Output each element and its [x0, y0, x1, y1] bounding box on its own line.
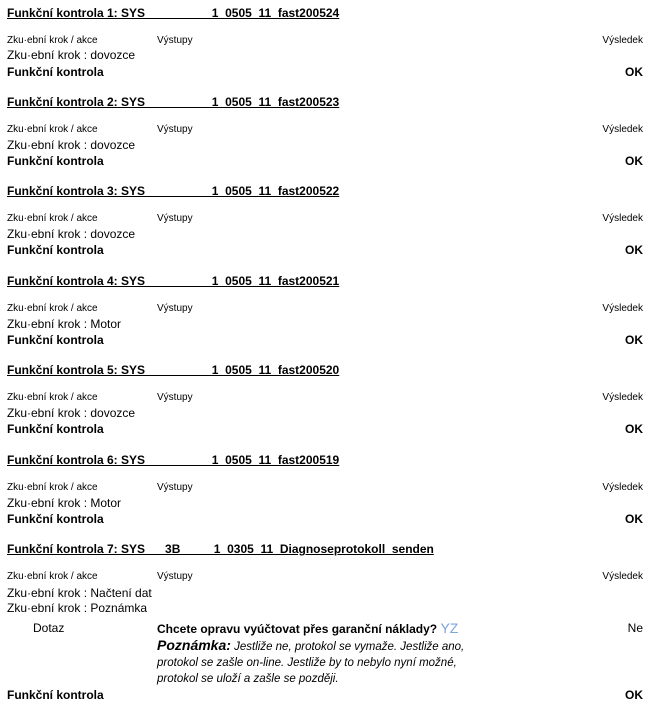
header-step: Zku·ební krok / akce — [7, 303, 98, 314]
step-line: Zku·ební krok : dovozce — [7, 48, 136, 62]
check-title: Funkční kontrola 2: SYS__________1_0505_11_fast200523 — [7, 95, 340, 109]
result-ok: OK — [625, 154, 643, 168]
header-result: Výsledek — [602, 35, 643, 46]
header-outputs: Výstupy — [157, 124, 193, 135]
check-footer: Funkční kontrola — [7, 65, 104, 79]
query-answer: Ne — [627, 621, 643, 635]
result-ok: OK — [625, 65, 643, 79]
check-footer: Funkční kontrola — [7, 422, 104, 436]
check-title: Funkční kontrola 6: SYS__________1_0505_11_fast200519 — [7, 453, 340, 467]
result-ok: OK — [625, 422, 643, 436]
check-title: Funkční kontrola 1: SYS__________1_0505_11_fast200524 — [7, 6, 340, 20]
header-outputs: Výstupy — [157, 482, 193, 493]
query-marker: YZ — [440, 620, 459, 636]
header-outputs: Výstupy — [157, 571, 193, 582]
header-step: Zku·ební krok / akce — [7, 482, 98, 493]
header-result: Výsledek — [602, 571, 643, 582]
check-title: Funkční kontrola 4: SYS__________1_0505_11_fast200521 — [7, 274, 340, 288]
query-question — [157, 620, 458, 636]
header-step: Zku·ební krok / akce — [7, 35, 98, 46]
header-step: Zku·ební krok / akce — [7, 392, 98, 403]
step-line: Zku·ební krok : dovozce — [7, 227, 136, 241]
note-text: Jestliže ne, protokol se vymaže. Jestliže ano, protokol se zašle on-line. Jestliže by to nebylo nyní možné, protokol se uloží a zašle se později. — [157, 641, 465, 685]
query-label: Dotaz — [33, 621, 65, 635]
check-title: Funkční kontrola 3: SYS__________1_0505_11_fast200522 — [7, 184, 340, 198]
step-line: Zku·ební krok : dovozce — [7, 406, 136, 420]
check-footer: Funkční kontrola — [7, 243, 104, 257]
step-line: Zku·ební krok : Načtení dat — [7, 586, 152, 600]
check-footer: Funkční kontrola — [7, 512, 104, 526]
query-question-text: Chcete opravu vyúčtovat přes garanční náklady? — [157, 622, 438, 636]
header-step: Zku·ební krok / akce — [7, 124, 98, 135]
check-footer: Funkční kontrola — [7, 688, 104, 702]
result-ok: OK — [625, 243, 643, 257]
result-ok: OK — [625, 512, 643, 526]
header-result: Výsledek — [602, 303, 643, 314]
note-label: Poznámka: — [157, 637, 231, 653]
result-ok: OK — [625, 333, 643, 347]
header-outputs: Výstupy — [157, 392, 193, 403]
header-result: Výsledek — [602, 124, 643, 135]
check-footer: Funkční kontrola — [7, 154, 104, 168]
header-result: Výsledek — [602, 392, 643, 403]
header-outputs: Výstupy — [157, 213, 193, 224]
step-line: Zku·ební krok : Motor — [7, 317, 122, 331]
check-title: Funkční kontrola 5: SYS__________1_0505_11_fast200520 — [7, 363, 340, 377]
header-result: Výsledek — [602, 482, 643, 493]
query-note — [157, 637, 497, 687]
result-ok: OK — [625, 688, 643, 702]
check-footer: Funkční kontrola — [7, 333, 104, 347]
header-outputs: Výstupy — [157, 303, 193, 314]
header-result: Výsledek — [602, 213, 643, 224]
step-line: Zku·ební krok : dovozce — [7, 138, 136, 152]
step-line: Zku·ební krok : Poznámka — [7, 601, 148, 615]
header-outputs: Výstupy — [157, 35, 193, 46]
header-step: Zku·ební krok / akce — [7, 213, 98, 224]
step-line: Zku·ební krok : Motor — [7, 496, 122, 510]
header-step: Zku·ební krok / akce — [7, 571, 98, 582]
check-title: Funkční kontrola 7: SYS___3B_____1_0305_11_Diagnoseprotokoll_senden — [7, 542, 434, 556]
